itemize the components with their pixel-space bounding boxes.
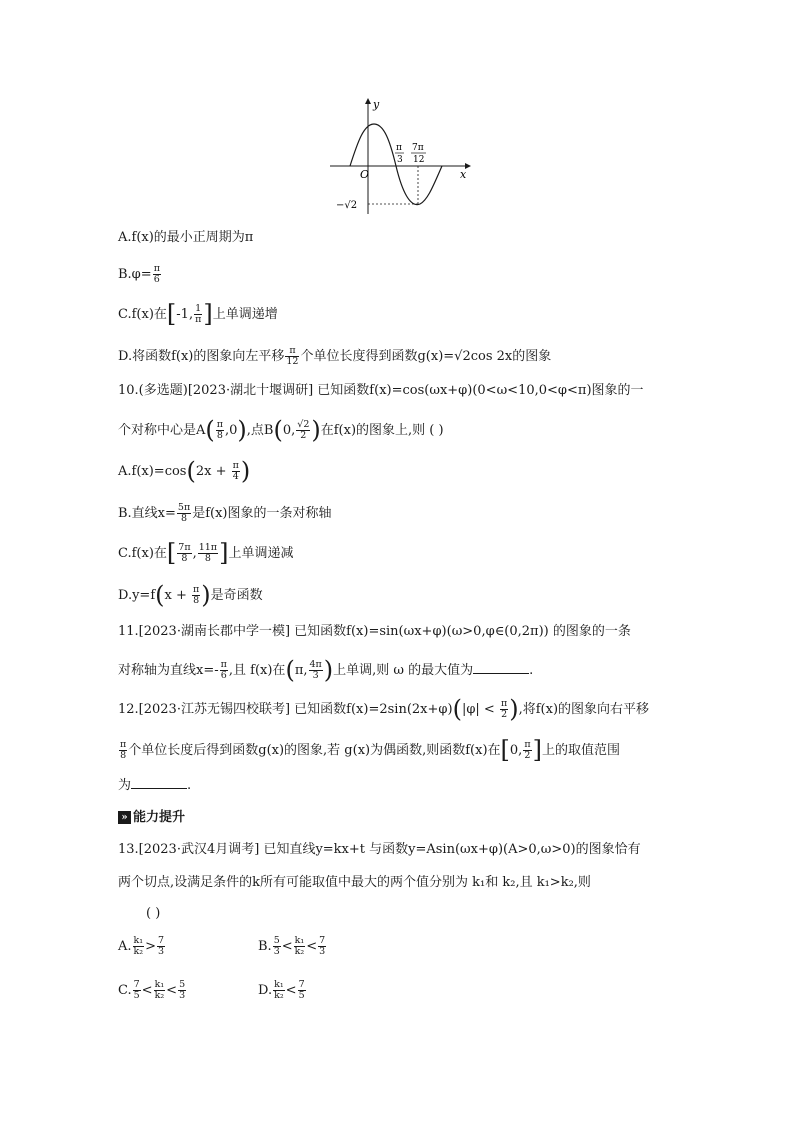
sine-curve xyxy=(350,124,442,205)
frac-num: π xyxy=(500,698,508,709)
frac-num: 7 xyxy=(133,979,140,990)
frac-den: 8 xyxy=(216,430,223,441)
frac-num: π xyxy=(153,263,160,274)
frac-den: 3 xyxy=(312,670,319,681)
frac-den: 3 xyxy=(158,946,165,957)
q10-opta-in: 2x + xyxy=(195,464,231,479)
frac-den: 3 xyxy=(319,946,326,957)
frac-num: 5 xyxy=(179,979,186,990)
tick-pi3-num: π xyxy=(396,143,402,153)
relation: > xyxy=(145,939,157,954)
frac-num: 5 xyxy=(273,935,280,946)
q12-cond: |φ| < xyxy=(461,702,499,717)
frac-num: k₁ xyxy=(274,979,284,990)
q10-option-b xyxy=(118,503,332,524)
q10-optb-post: 是f(x)图象的一条对称轴 xyxy=(192,506,332,521)
q11-stem-2a: 对称轴为直线x=- xyxy=(118,663,219,678)
frac-den: 2 xyxy=(501,709,508,720)
q10-optb-pre: B.直线x= xyxy=(118,506,176,521)
q11-stem-1-text: 11.[2023·湖南长郡中学一模] 已知函数f(x)=sin(ωx+φ)(ω>0,φ∈(0,2π)) 的图象的一条 xyxy=(118,624,631,639)
frac-num: π xyxy=(524,739,531,750)
q9-c-pre: C.f(x)在 xyxy=(118,307,167,322)
q13-stem-2 xyxy=(118,873,591,893)
paren-close: ) xyxy=(240,456,251,485)
frac-den: 8 xyxy=(120,750,127,761)
frac-den: k₂ xyxy=(133,946,144,957)
ratio-frac xyxy=(294,936,306,957)
frac-num: 11π xyxy=(198,542,218,553)
q12-stem-3-text: 为 xyxy=(118,778,132,793)
q11-stem-2b: ,且 f(x)在 xyxy=(228,663,286,678)
bracket-close: ] xyxy=(219,538,229,567)
bracket-open: [ xyxy=(500,735,510,764)
q13-option-b xyxy=(258,936,327,957)
q12-int-a: 0, xyxy=(509,743,523,758)
frac-num: 1 xyxy=(195,303,202,314)
paren-open: ( xyxy=(186,456,196,485)
q10-opta-frac xyxy=(232,461,240,482)
paren-close: ) xyxy=(509,694,519,723)
frac-den: 5 xyxy=(298,990,305,1001)
relation: < xyxy=(141,983,153,998)
paren-close: ) xyxy=(311,415,321,444)
q12-stem-2b: 上的取值范围 xyxy=(541,743,620,758)
frac-den: 8 xyxy=(204,553,211,564)
q13-paren xyxy=(146,904,160,924)
q10-b-pre: 0, xyxy=(282,423,296,438)
q12-shift-frac xyxy=(119,740,127,761)
frac-num: π xyxy=(232,460,239,471)
answer-blank[interactable] xyxy=(131,776,187,789)
frac-num: π xyxy=(120,739,127,750)
bound-frac xyxy=(298,980,306,1001)
ratio-frac xyxy=(154,980,166,1001)
q13-option-c xyxy=(118,980,187,1001)
answer-blank[interactable] xyxy=(473,661,529,674)
frac-den: k₂ xyxy=(154,990,165,1001)
q11-int-a: π, xyxy=(294,663,308,678)
paren-close: ) xyxy=(201,580,211,609)
frac-num: 7 xyxy=(158,935,165,946)
q9-b-frac xyxy=(153,264,161,285)
frac-den: 4 xyxy=(232,471,239,482)
q12-stem-2 xyxy=(118,735,620,764)
q10-optb-frac xyxy=(177,503,191,524)
q12-end: . xyxy=(187,778,192,793)
q11-stem-1 xyxy=(118,622,631,642)
q10-optd-in: x + xyxy=(164,588,192,603)
frac-num: k₁ xyxy=(133,935,144,946)
double-chevron-icon: » xyxy=(118,811,131,824)
section-header xyxy=(118,808,185,828)
frac-den: 3 xyxy=(273,946,280,957)
q10-a-frac xyxy=(216,420,224,441)
q10-option-c: C.f(x)在[ $\frac{7\pi}{8}$ , $\frac{11\pi}{8}$ ]上单调递减 xyxy=(118,538,294,567)
q13-stem-2-text: 两个切点,设满足条件的k所有可能取值中最大的两个值分别为 k₁和 k₂,且 k₁>k₂,则 xyxy=(118,875,591,890)
paren-open: ( xyxy=(273,415,283,444)
q10-stem-2 xyxy=(118,415,444,444)
x-axis-label: x xyxy=(460,168,467,181)
tick-7pi12-den: 12 xyxy=(413,155,425,165)
opt-label: A. xyxy=(118,939,132,954)
q9-b-pre: B.φ= xyxy=(118,267,152,282)
q10-opta-pre: A.f(x)=cos xyxy=(118,464,187,479)
frac-den: 6 xyxy=(153,274,160,285)
frac-den: 12 xyxy=(286,356,299,367)
frac-den: π xyxy=(195,314,202,325)
bracket-open: [ xyxy=(166,299,177,328)
q12-stem-3 xyxy=(118,776,191,796)
q13-option-a xyxy=(118,936,166,957)
frac-den: k₂ xyxy=(294,946,305,957)
y-axis-arrow-icon xyxy=(365,98,371,104)
function-graph xyxy=(330,96,480,216)
ratio-frac xyxy=(133,936,145,957)
q9-c-left: -1, xyxy=(176,307,194,322)
paren-open: ( xyxy=(155,580,165,609)
relation: < xyxy=(285,983,297,998)
frac-num: 7 xyxy=(319,935,326,946)
q9-c-post: 上单调递增 xyxy=(212,307,278,322)
q10-optd-post: 是奇函数 xyxy=(210,588,263,603)
y-axis-label: y xyxy=(373,98,380,111)
y-min-label: −√2 xyxy=(336,200,358,211)
q11-frac1 xyxy=(220,660,228,681)
bound-frac xyxy=(318,936,326,957)
q9-c-frac xyxy=(194,304,202,325)
paren-close: ) xyxy=(237,415,247,444)
paren-open: ( xyxy=(285,655,295,684)
bound-frac xyxy=(157,936,165,957)
q11-frac2 xyxy=(309,660,323,681)
q10-optc-pre: C.f(x)在 xyxy=(118,546,167,561)
q9-d-post: 个单位长度得到函数g(x)=√2cos 2x的图象 xyxy=(300,349,552,364)
frac-num: k₁ xyxy=(154,979,165,990)
q10-stem-2b: ,点B xyxy=(246,423,274,438)
q10-b-frac xyxy=(296,420,310,441)
q9-option-c xyxy=(118,299,278,328)
bracket-close: ] xyxy=(532,735,542,764)
opt-label: D. xyxy=(258,983,273,998)
q9-d-frac xyxy=(285,346,299,367)
q9-option-a-text: A.f(x)的最小正周期为π xyxy=(118,230,254,245)
bound-frac xyxy=(273,936,281,957)
relation: < xyxy=(306,939,318,954)
frac-num: π xyxy=(193,584,200,595)
q10-optc-post: 上单调递减 xyxy=(228,546,294,561)
frac-num: 5π xyxy=(177,502,191,513)
q12-stem-1a: 12.[2023·江苏无锡四校联考] 已知函数f(x)=2sin(2x+φ) xyxy=(118,702,453,717)
q9-option-a xyxy=(118,228,253,248)
q12-stem-1 xyxy=(118,694,650,723)
q9-option-d xyxy=(118,346,551,367)
q11-end: . xyxy=(529,663,534,678)
q10-stem-1 xyxy=(118,381,644,401)
relation: < xyxy=(281,939,293,954)
q12-stem-1b: ,将f(x)的图象向右平移 xyxy=(518,702,650,717)
q10-optd-frac xyxy=(192,585,200,606)
q13-stem-1 xyxy=(118,840,641,860)
q13-option-d xyxy=(258,980,307,1001)
frac-den: 8 xyxy=(193,595,200,606)
section-title: 能力提升 xyxy=(133,810,186,825)
frac-den: 6 xyxy=(220,670,227,681)
frac-den: 2 xyxy=(300,430,307,441)
q12-cond-frac xyxy=(500,699,508,720)
paren-open: ( xyxy=(452,694,462,723)
q12-stem-2a: 个单位长度后得到函数g(x)的图象,若 g(x)为偶函数,则函数f(x)在 xyxy=(128,743,501,758)
q10-optc-frac2 xyxy=(198,543,218,564)
frac-den: 3 xyxy=(179,990,186,1001)
bracket-close: ] xyxy=(203,299,213,328)
paren-close: ) xyxy=(323,655,334,684)
frac-den: 2 xyxy=(524,750,531,761)
frac-num: π xyxy=(220,659,227,670)
frac-num: √2 xyxy=(297,419,310,430)
q10-optc-frac1 xyxy=(177,543,191,564)
q13-stem-1-text: 13.[2023·武汉4月调考] 已知直线y=kx+t 与函数y=Asin(ωx+φ)(A>0,ω>0)的图象恰有 xyxy=(118,842,641,857)
q11-stem-2c: 上单调,则 ω 的最大值为 xyxy=(333,663,474,678)
q11-stem-2 xyxy=(118,655,534,684)
ratio-frac xyxy=(273,980,285,1001)
q9-option-b xyxy=(118,264,162,285)
q12-int-frac xyxy=(523,740,531,761)
answer-paren: ( ) xyxy=(146,906,161,921)
frac-den: 8 xyxy=(181,513,188,524)
tick-7pi12-num: 7π xyxy=(412,143,424,153)
frac-num: 4π xyxy=(309,659,322,670)
q10-stem-1-text: 10.(多选题)[2023·湖北十堰调研] 已知函数f(x)=cos(ωx+φ)(0<ω<10,0<φ<π)图象的一 xyxy=(118,383,644,398)
frac-num: 7 xyxy=(298,979,305,990)
opt-label: C. xyxy=(118,983,132,998)
bound-frac xyxy=(133,980,141,1001)
q10-stem-2a: 个对称中心是A xyxy=(118,423,206,438)
q10-optd-pre: D.y=f xyxy=(118,588,156,603)
origin-label: O xyxy=(360,168,370,181)
frac-den: 8 xyxy=(181,553,188,564)
frac-num: π xyxy=(285,346,299,357)
frac-den: k₂ xyxy=(274,990,284,1001)
bracket-open: [ xyxy=(166,538,177,567)
q10-option-d xyxy=(118,580,263,609)
frac-num: π xyxy=(216,419,224,430)
opt-label: B. xyxy=(258,939,272,954)
bound-frac xyxy=(178,980,186,1001)
relation: < xyxy=(166,983,178,998)
q9-d-pre: D.将函数f(x)的图象向左平移 xyxy=(118,349,285,364)
q10-a-tail: ,0 xyxy=(225,423,238,438)
tick-pi3-den: 3 xyxy=(397,155,403,165)
q10-stem-2c: 在f(x)的图象上,则 ( ) xyxy=(320,423,444,438)
frac-num: k₁ xyxy=(294,935,305,946)
frac-num: 7π xyxy=(178,542,191,553)
q10-option-a xyxy=(118,456,251,485)
paren-open: ( xyxy=(205,415,215,444)
frac-den: 5 xyxy=(133,990,140,1001)
